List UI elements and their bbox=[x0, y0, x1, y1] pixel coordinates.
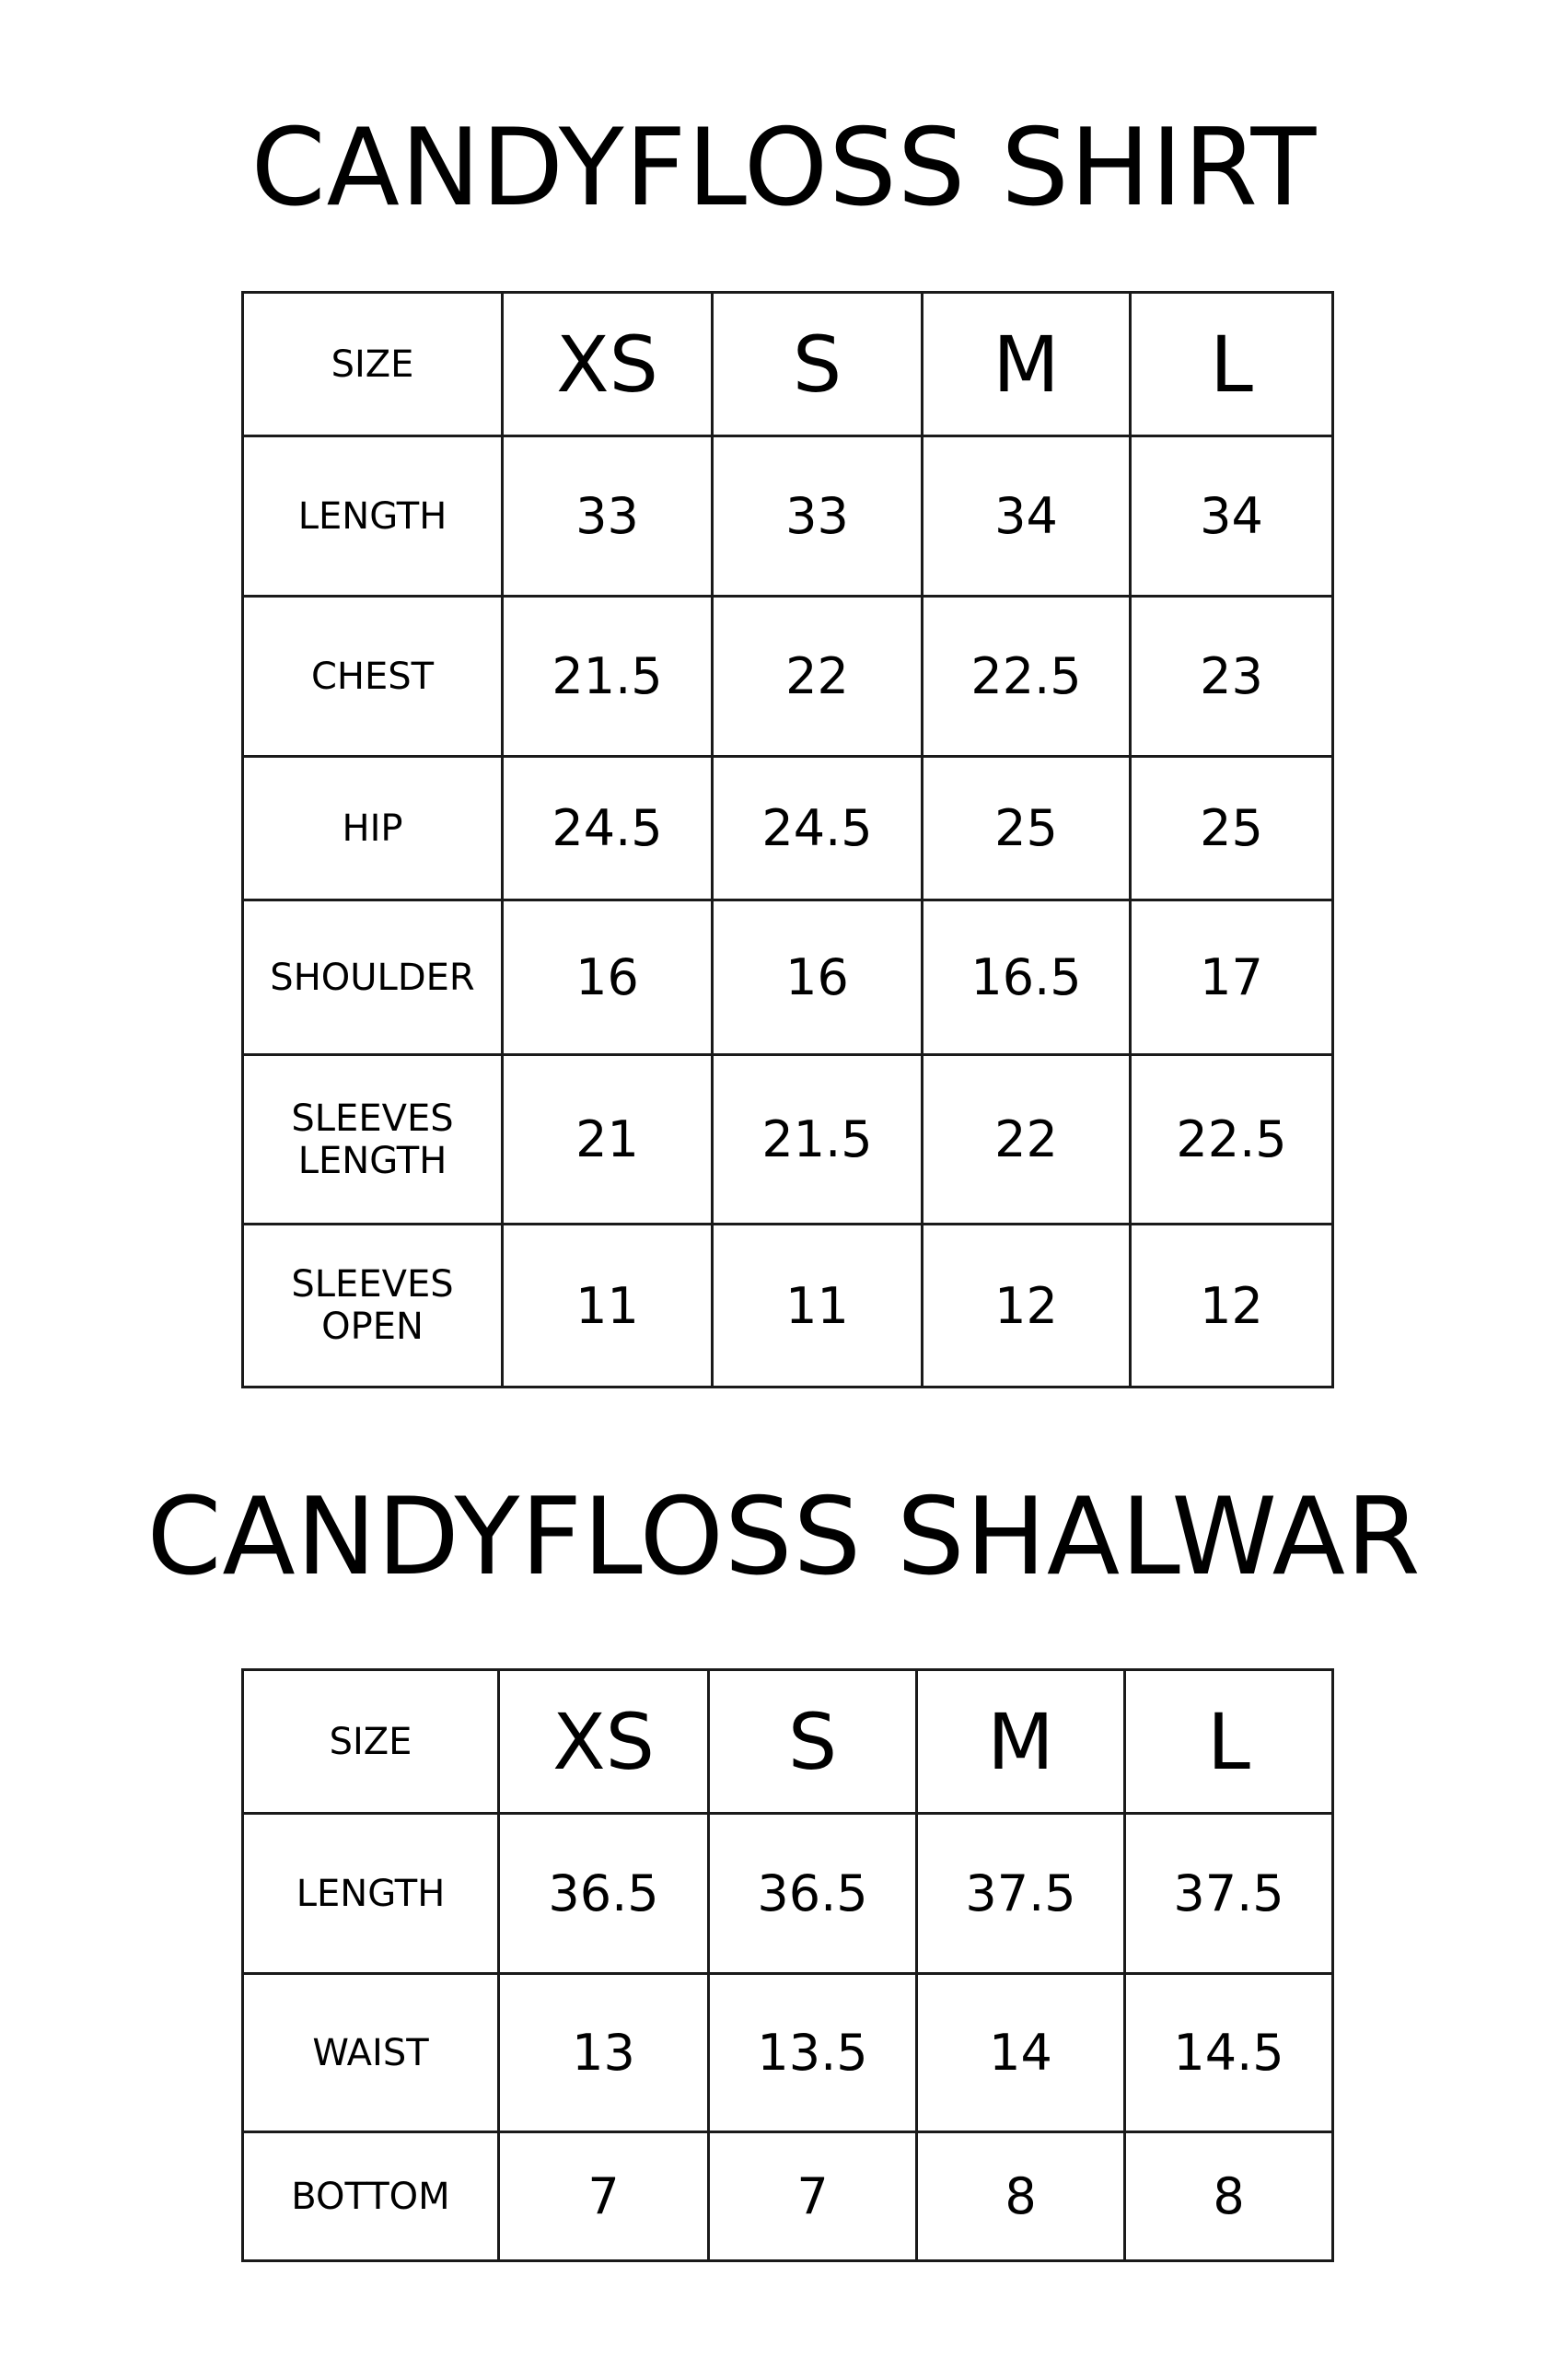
row-label-hip bbox=[243, 757, 503, 900]
row-label-text: SHOULDER bbox=[270, 956, 475, 999]
table-row bbox=[243, 1814, 1333, 1974]
row-label-text: LENGTH bbox=[296, 1872, 446, 1915]
table-cell: 21.5 bbox=[713, 1055, 923, 1225]
table-cell: 25 bbox=[1131, 757, 1333, 900]
size-header-xs: XS bbox=[499, 1670, 709, 1814]
row-label-text: BOTTOM bbox=[291, 2175, 450, 2218]
row-label-sleeves-open bbox=[243, 1225, 503, 1387]
table-row bbox=[243, 1225, 1333, 1387]
row-label-text: CHEST bbox=[310, 655, 435, 698]
table-cell: 33 bbox=[503, 436, 713, 597]
table-cell: 24.5 bbox=[503, 757, 713, 900]
table-cell: 33 bbox=[713, 436, 923, 597]
size-header-m: M bbox=[917, 1670, 1125, 1814]
row-label-length bbox=[243, 1814, 499, 1974]
row-label-chest bbox=[243, 597, 503, 757]
table-cell: 22.5 bbox=[923, 597, 1131, 757]
table-cell: 22.5 bbox=[1131, 1055, 1333, 1225]
table-row bbox=[243, 2132, 1333, 2261]
table-cell: 23 bbox=[1131, 597, 1333, 757]
table-cell: 22 bbox=[713, 597, 923, 757]
table-cell: 13 bbox=[499, 1974, 709, 2132]
size-header-s: S bbox=[709, 1670, 917, 1814]
size-header-s: S bbox=[713, 293, 923, 436]
shirt-title: CANDYFLOSS SHIRT bbox=[250, 106, 1318, 230]
table-cell: 34 bbox=[1131, 436, 1333, 597]
table-cell: 34 bbox=[923, 436, 1131, 597]
table-cell: 16.5 bbox=[923, 900, 1131, 1055]
table-cell: 36.5 bbox=[709, 1814, 917, 1974]
table-cell: 25 bbox=[923, 757, 1131, 900]
row-label-text: OPEN bbox=[321, 1306, 424, 1348]
row-label-text: SLEEVES bbox=[291, 1263, 454, 1306]
table-cell: 16 bbox=[713, 900, 923, 1055]
table-cell: 24.5 bbox=[713, 757, 923, 900]
table-row bbox=[243, 597, 1333, 757]
table-cell: 17 bbox=[1131, 900, 1333, 1055]
row-label-bottom bbox=[243, 2132, 499, 2261]
size-header-label: SIZE bbox=[243, 1670, 499, 1814]
table-cell: 16 bbox=[503, 900, 713, 1055]
size-header-m: M bbox=[923, 293, 1131, 436]
shalwar-title: CANDYFLOSS SHALWAR bbox=[146, 1475, 1422, 1599]
table-cell: 14.5 bbox=[1125, 1974, 1333, 2132]
table-cell: 37.5 bbox=[1125, 1814, 1333, 1974]
table-cell: 22 bbox=[923, 1055, 1131, 1225]
table-header-row bbox=[243, 1670, 1333, 1814]
table-cell: 8 bbox=[917, 2132, 1125, 2261]
table-cell: 7 bbox=[709, 2132, 917, 2261]
row-label-shoulder bbox=[243, 900, 503, 1055]
table-header-row bbox=[243, 293, 1333, 436]
size-header-l: L bbox=[1125, 1670, 1333, 1814]
row-label-length bbox=[243, 436, 503, 597]
table-row bbox=[243, 900, 1333, 1055]
row-label-waist bbox=[243, 1974, 499, 2132]
table-cell: 12 bbox=[1131, 1225, 1333, 1387]
table-cell: 36.5 bbox=[499, 1814, 709, 1974]
row-label-text: LENGTH bbox=[297, 1139, 447, 1182]
table-cell: 12 bbox=[923, 1225, 1131, 1387]
row-label-text: WAIST bbox=[312, 2031, 429, 2074]
row-label-text: SLEEVES bbox=[291, 1097, 454, 1140]
table-cell: 21.5 bbox=[503, 597, 713, 757]
row-label-text: HIP bbox=[342, 807, 403, 850]
shalwar-size-table bbox=[241, 1668, 1334, 2262]
table-cell: 7 bbox=[499, 2132, 709, 2261]
row-label-text: LENGTH bbox=[297, 494, 447, 538]
size-header-label: SIZE bbox=[243, 293, 503, 436]
table-cell: 21 bbox=[503, 1055, 713, 1225]
size-header-xs: XS bbox=[503, 293, 713, 436]
table-row bbox=[243, 757, 1333, 900]
table-row bbox=[243, 1055, 1333, 1225]
table-cell: 8 bbox=[1125, 2132, 1333, 2261]
size-header-l: L bbox=[1131, 293, 1333, 436]
table-row bbox=[243, 1974, 1333, 2132]
table-cell: 11 bbox=[713, 1225, 923, 1387]
table-cell: 37.5 bbox=[917, 1814, 1125, 1974]
row-label-sleeves-length bbox=[243, 1055, 503, 1225]
table-row bbox=[243, 436, 1333, 597]
table-cell: 13.5 bbox=[709, 1974, 917, 2132]
table-cell: 11 bbox=[503, 1225, 713, 1387]
table-cell: 14 bbox=[917, 1974, 1125, 2132]
shirt-size-table bbox=[241, 291, 1334, 1388]
